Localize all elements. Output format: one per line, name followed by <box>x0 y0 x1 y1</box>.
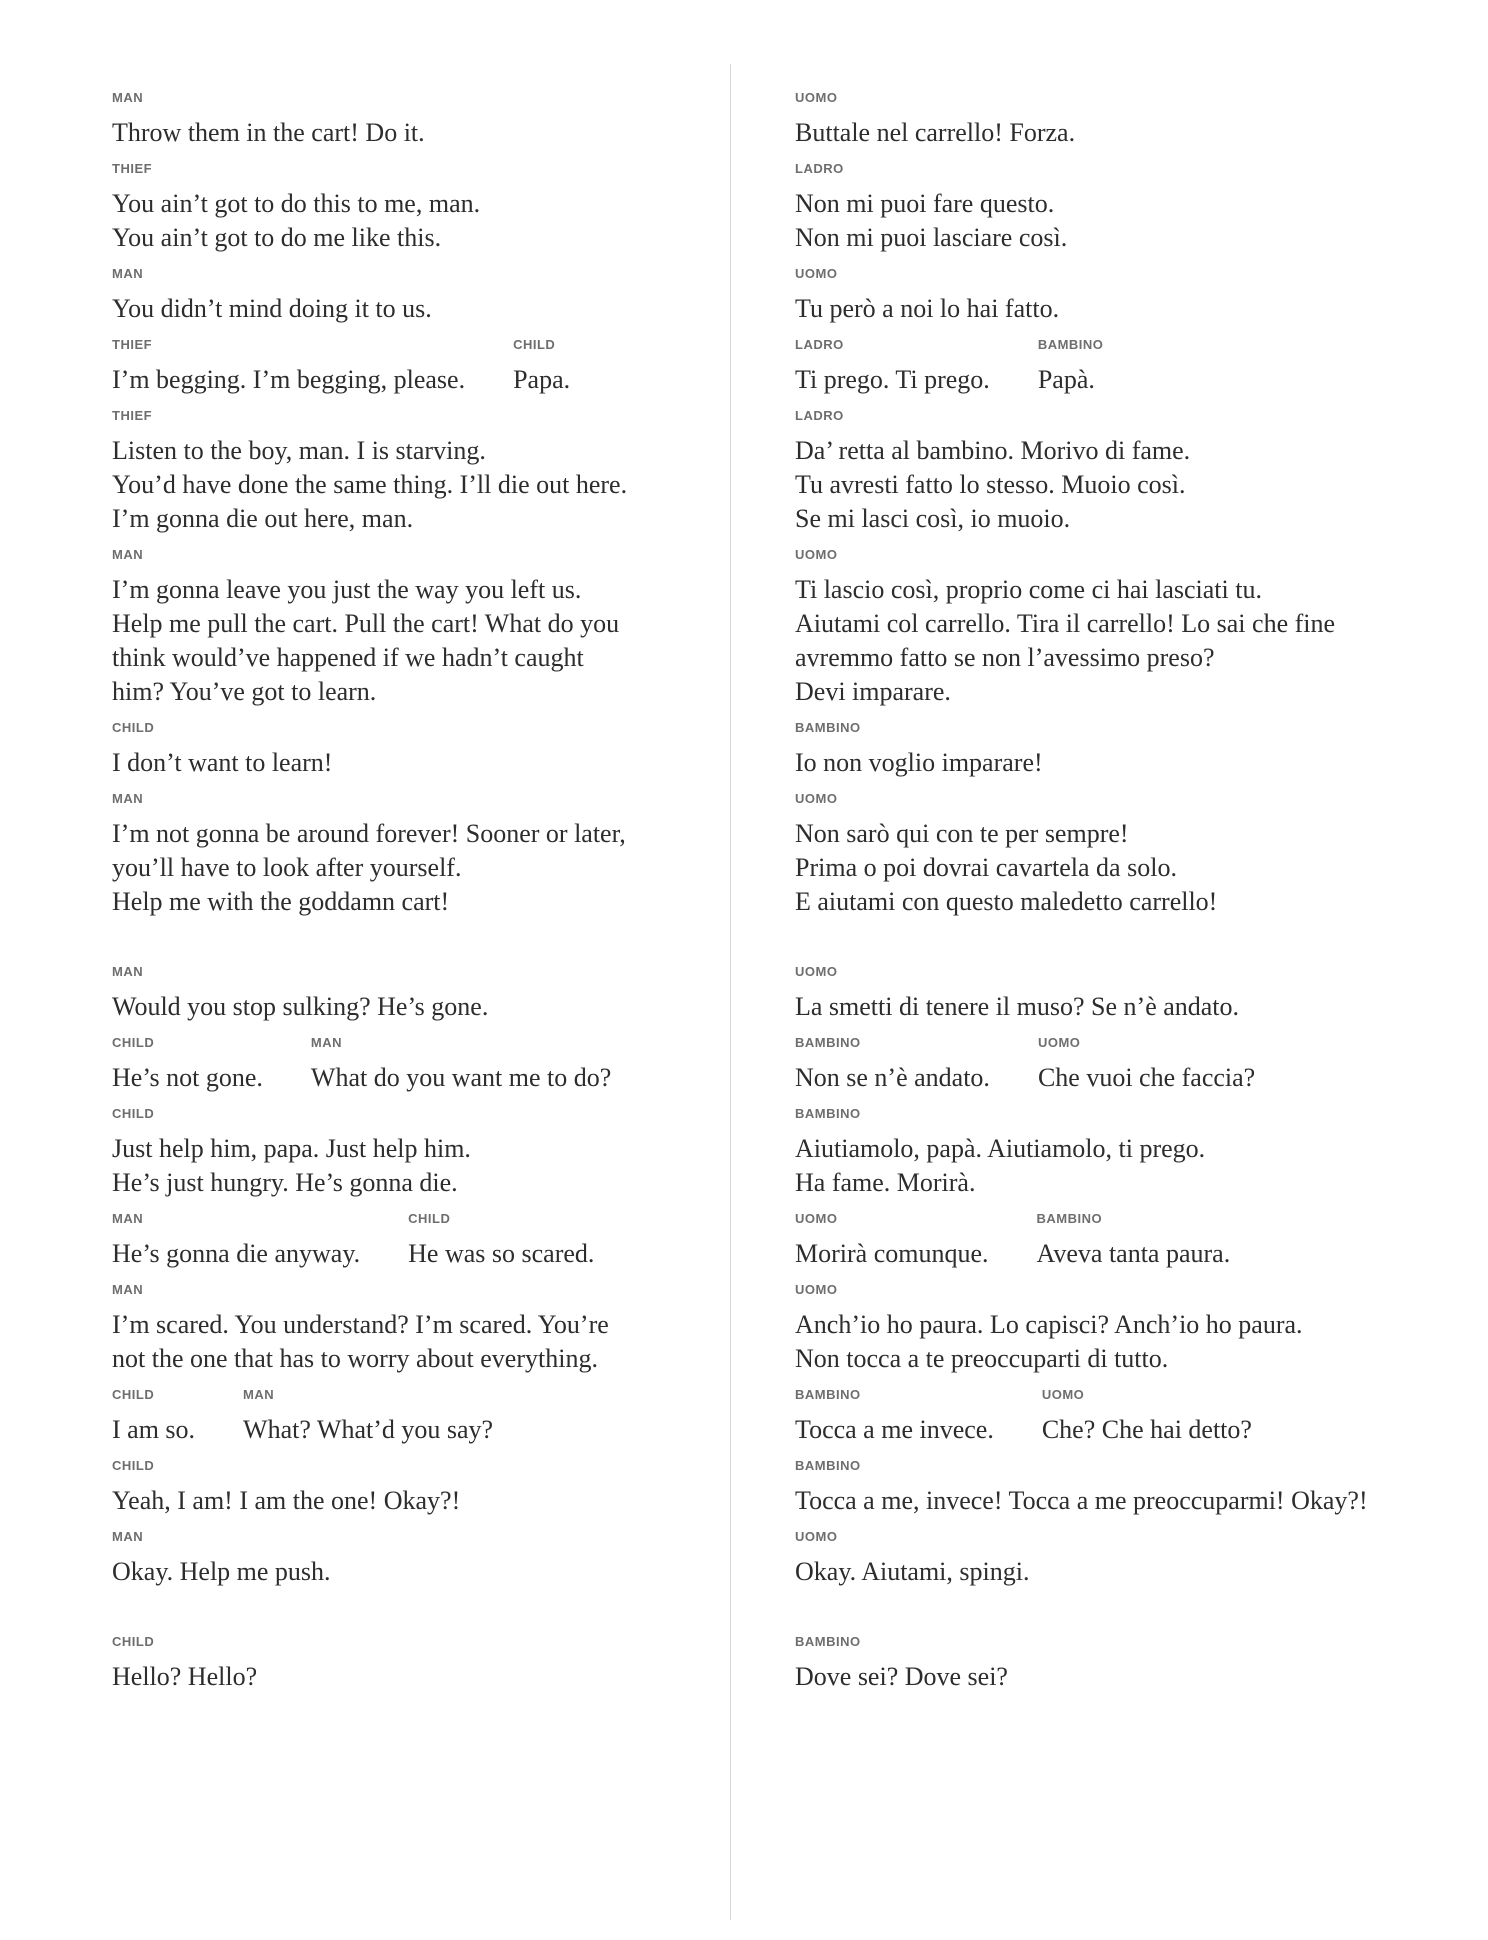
speaker-label: THIEF <box>112 337 153 352</box>
dialogue-line: Io non voglio imparare! <box>795 748 1043 777</box>
dialogue-line: Ti prego. Ti prego. <box>795 365 990 394</box>
dialogue-line: Papà. <box>1037 365 1095 394</box>
speech-block <box>795 1282 1303 1376</box>
speech-block <box>112 1387 195 1447</box>
dialogue-row <box>112 90 1404 161</box>
dialogue-line: He’s not gone. <box>112 1063 263 1092</box>
speech-block <box>795 1387 994 1447</box>
speech-block <box>795 720 1043 780</box>
dialogue-line: E aiutami con questo maledetto carrello! <box>795 887 1218 916</box>
speech-block <box>513 337 570 397</box>
speaker-label: BAMBINO <box>1036 1211 1103 1226</box>
speaker-label: UOMO <box>795 1282 838 1297</box>
english-column-cell <box>112 90 697 161</box>
speaker-label: CHILD <box>112 1106 155 1121</box>
speaker-label: MAN <box>112 90 144 105</box>
dialogue-line: think would’ve happened if we hadn’t caught <box>112 643 584 672</box>
italian-column-cell <box>795 408 1404 547</box>
dialogue-line: Da’ retta al bambino. Morivo di fame. <box>795 436 1191 465</box>
dialogue-line: You ain’t got to do this to me, man. <box>112 189 481 218</box>
italian-column-cell <box>795 720 1404 791</box>
speaker-label: MAN <box>310 1035 343 1050</box>
dialogue-row <box>112 547 1404 720</box>
dialogue-line: I’m gonna die out here, man. <box>112 504 414 533</box>
dialogue-line: Anch’io ho paura. Lo capisci? Anch’io ho paura. <box>795 1310 1303 1339</box>
english-column-cell <box>112 1634 697 1705</box>
speaker-label: MAN <box>112 547 144 562</box>
english-column-cell <box>112 547 697 720</box>
dialogue-line: He’s just hungry. He’s gonna die. <box>112 1168 458 1197</box>
english-column-cell <box>112 1282 697 1387</box>
dialogue-line: avremmo fatto se non l’avessimo preso? <box>795 643 1215 672</box>
dialogue-row <box>112 1106 1404 1211</box>
speech-block <box>112 1458 460 1518</box>
english-column-cell <box>112 1035 697 1106</box>
speech-block <box>112 1211 360 1271</box>
dialogue-line: You ain’t got to do me like this. <box>112 223 442 252</box>
dialogue-line: Just help him, papa. Just help him. <box>112 1134 471 1163</box>
speaker-label: MAN <box>112 964 144 979</box>
english-column-cell <box>112 337 697 408</box>
speech-block <box>1037 1211 1231 1271</box>
speech-block <box>795 90 1075 150</box>
english-column-cell <box>112 161 697 266</box>
italian-column-cell <box>795 266 1404 337</box>
speaker-label: LADRO <box>795 408 844 423</box>
dialogue-line: Okay. Help me push. <box>112 1557 331 1586</box>
speech-block <box>112 791 626 919</box>
dialogue-line: Papa. <box>513 365 571 394</box>
italian-column-cell <box>795 964 1404 1035</box>
dialogue-row <box>112 266 1404 337</box>
dialogue-line: Help me with the goddamn cart! <box>112 887 450 916</box>
speaker-label: BAMBINO <box>795 1458 861 1473</box>
dialogue-row <box>112 337 1404 408</box>
dialogue-line: Listen to the boy, man. I is starving. <box>112 436 486 465</box>
italian-column-cell <box>795 1529 1404 1600</box>
dialogue-line: I am so. <box>112 1415 196 1444</box>
speech-block <box>795 1211 989 1271</box>
dialogue-line: Non tocca a te preoccuparti di tutto. <box>795 1344 1169 1373</box>
dialogue-line: Buttale nel carrello! Forza. <box>795 118 1076 147</box>
speaker-label: CHILD <box>112 1458 155 1473</box>
english-column-cell <box>112 1529 697 1600</box>
speaker-label: LADRO <box>795 161 844 176</box>
speaker-label: UOMO <box>795 791 838 806</box>
dialogue-line: I’m scared. You understand? I’m scared. You’re <box>112 1310 609 1339</box>
italian-column-cell <box>795 1035 1404 1106</box>
speech-block <box>795 266 1059 326</box>
dialogue-line: He was so scared. <box>408 1239 595 1268</box>
speaker-label: BAMBINO <box>1037 337 1104 352</box>
dialogue-line: not the one that has to worry about everything. <box>112 1344 598 1373</box>
dialogue-line: Ha fame. Morirà. <box>795 1168 976 1197</box>
dialogue-line: Yeah, I am! I am the one! Okay?! <box>112 1486 461 1515</box>
speech-block <box>795 791 1217 919</box>
speech-block <box>112 266 432 326</box>
dialogue-line: Throw them in the cart! Do it. <box>112 118 425 147</box>
english-column-cell <box>112 1106 697 1211</box>
speaker-label: LADRO <box>795 337 844 352</box>
dialogue-row <box>112 1282 1404 1387</box>
dialogue-row <box>112 791 1404 930</box>
speech-block <box>795 1106 1205 1200</box>
italian-column-cell <box>795 161 1404 266</box>
speaker-label: UOMO <box>795 547 838 562</box>
english-column-cell <box>112 964 697 1035</box>
dialogue-row <box>112 1387 1404 1458</box>
speaker-label: UOMO <box>1037 1035 1081 1050</box>
dialogue-row <box>112 1529 1404 1600</box>
speaker-label: UOMO <box>795 266 838 281</box>
speech-block <box>112 337 465 397</box>
english-column-cell <box>112 1458 697 1529</box>
dialogue-line: Okay. Aiutami, spingi. <box>795 1557 1030 1586</box>
speaker-label: MAN <box>112 1529 144 1544</box>
dialogue-line: Che? Che hai detto? <box>1041 1415 1252 1444</box>
speech-block <box>795 547 1335 709</box>
dialogue-line: Dove sei? Dove sei? <box>795 1662 1008 1691</box>
dialogue-line: Non mi puoi lasciare così. <box>795 223 1068 252</box>
dialogue-line: you’ll have to look after yourself. <box>112 853 462 882</box>
speech-block <box>112 1634 257 1694</box>
dialogue-line: Would you stop sulking? He’s gone. <box>112 992 489 1021</box>
english-column-cell <box>112 720 697 791</box>
italian-column-cell <box>795 547 1404 720</box>
dialogue-line: Se mi lasci così, io muoio. <box>795 504 1071 533</box>
speaker-label: CHILD <box>112 720 155 735</box>
english-column-cell <box>112 791 697 930</box>
speaker-label: BAMBINO <box>795 1634 861 1649</box>
speaker-label: THIEF <box>112 161 153 176</box>
italian-column-cell <box>795 1211 1404 1282</box>
speaker-label: UOMO <box>795 90 838 105</box>
speech-block <box>1038 337 1104 397</box>
speaker-label: CHILD <box>112 1634 155 1649</box>
dialogue-line: Tu avresti fatto lo stesso. Muoio così. <box>795 470 1186 499</box>
speaker-label: CHILD <box>112 1387 155 1402</box>
dialogue-line: Ti lascio così, proprio come ci hai lasciati tu. <box>795 575 1262 604</box>
speaker-label: MAN <box>112 1282 144 1297</box>
speech-block <box>112 720 332 780</box>
speech-block <box>243 1387 493 1447</box>
speech-block <box>311 1035 611 1095</box>
speech-block <box>112 90 425 150</box>
dialogue-line: I’m not gonna be around forever! Sooner or later, <box>112 819 626 848</box>
dialogue-line: Help me pull the cart. Pull the cart! What do you <box>112 609 620 638</box>
dialogue-row <box>112 408 1404 547</box>
italian-column-cell <box>795 1634 1404 1705</box>
speech-block <box>795 161 1067 255</box>
speaker-label: MAN <box>112 791 144 806</box>
dialogue-line: Tocca a me invece. <box>795 1415 994 1444</box>
dialogue-line: Aveva tanta paura. <box>1036 1239 1231 1268</box>
section-gap <box>112 930 1404 964</box>
dialogue-line: Non sarò qui con te per sempre! <box>795 819 1129 848</box>
speaker-label: UOMO <box>795 1211 838 1226</box>
speech-block <box>795 1529 1029 1589</box>
dialogue-line: Aiutami col carrello. Tira il carrello! Lo sai che fine <box>795 609 1336 638</box>
dialogue-line: What? What’d you say? <box>243 1415 494 1444</box>
speech-block <box>112 1529 331 1589</box>
dialogue-line: Devi imparare. <box>795 677 951 706</box>
speaker-label: THIEF <box>112 408 153 423</box>
speaker-label: CHILD <box>408 1211 451 1226</box>
italian-column-cell <box>795 90 1404 161</box>
speech-block <box>795 964 1239 1024</box>
speaker-label: MAN <box>112 1211 144 1226</box>
dialogue-line: him? You’ve got to learn. <box>112 677 377 706</box>
dialogue-line: Che vuoi che faccia? <box>1037 1063 1256 1092</box>
dialogue-line: What do you want me to do? <box>310 1063 612 1092</box>
speaker-label: UOMO <box>795 964 838 979</box>
dialogue-row <box>112 1035 1404 1106</box>
dialogue-line: You’d have done the same thing. I’ll die out here. <box>112 470 628 499</box>
speech-block <box>1042 1387 1252 1447</box>
dialogue-transcript <box>112 90 1404 1705</box>
dialogue-line: He’s gonna die anyway. <box>112 1239 361 1268</box>
speech-block <box>112 1282 609 1376</box>
dialogue-row <box>112 161 1404 266</box>
speech-block <box>112 964 488 1024</box>
speech-block <box>112 408 627 536</box>
speaker-label: MAN <box>112 266 144 281</box>
speech-block <box>112 1035 263 1095</box>
speaker-label: CHILD <box>112 1035 155 1050</box>
speaker-label: BAMBINO <box>795 1387 861 1402</box>
speech-block <box>112 1106 471 1200</box>
speaker-label: UOMO <box>1041 1387 1085 1402</box>
dialogue-line: Tocca a me, invece! Tocca a me preoccuparmi! Okay?! <box>795 1486 1368 1515</box>
dialogue-line: Aiutiamolo, papà. Aiutiamolo, ti prego. <box>795 1134 1206 1163</box>
dialogue-row <box>112 720 1404 791</box>
dialogue-row <box>112 1211 1404 1282</box>
speaker-label: BAMBINO <box>795 1106 861 1121</box>
speech-block <box>795 1035 990 1095</box>
speaker-label: BAMBINO <box>795 720 861 735</box>
speaker-label: MAN <box>243 1387 275 1402</box>
english-column-cell <box>112 408 697 547</box>
dialogue-line: Morirà comunque. <box>795 1239 989 1268</box>
speech-block <box>795 1458 1368 1518</box>
english-column-cell <box>112 1211 697 1282</box>
english-column-cell <box>112 1387 697 1458</box>
dialogue-line: Non mi puoi fare questo. <box>795 189 1055 218</box>
italian-column-cell <box>795 1387 1404 1458</box>
dialogue-line: I’m begging. I’m begging, please. <box>112 365 466 394</box>
italian-column-cell <box>795 791 1404 930</box>
dialogue-row <box>112 1634 1404 1705</box>
italian-column-cell <box>795 1458 1404 1529</box>
speech-block <box>795 408 1190 536</box>
dialogue-line: You didn’t mind doing it to us. <box>112 294 432 323</box>
speech-block <box>408 1211 594 1271</box>
dialogue-line: Non se n’è andato. <box>795 1063 990 1092</box>
speaker-label: BAMBINO <box>795 1035 861 1050</box>
dialogue-line: Hello? Hello? <box>112 1662 258 1691</box>
dialogue-line: Prima o poi dovrai cavartela da solo. <box>795 853 1177 882</box>
italian-column-cell <box>795 337 1404 408</box>
speech-block <box>795 337 990 397</box>
speech-block <box>1038 1035 1255 1095</box>
italian-column-cell <box>795 1282 1404 1387</box>
speech-block <box>795 1634 1008 1694</box>
dialogue-line: I don’t want to learn! <box>112 748 333 777</box>
speech-block <box>112 547 619 709</box>
dialogue-line: Tu però a noi lo hai fatto. <box>795 294 1060 323</box>
section-gap <box>112 1600 1404 1634</box>
italian-column-cell <box>795 1106 1404 1211</box>
dialogue-line: La smetti di tenere il muso? Se n’è andato. <box>795 992 1240 1021</box>
speaker-label: UOMO <box>795 1529 838 1544</box>
english-column-cell <box>112 266 697 337</box>
dialogue-row <box>112 1458 1404 1529</box>
speaker-label: CHILD <box>513 337 556 352</box>
speech-block <box>112 161 480 255</box>
dialogue-row <box>112 964 1404 1035</box>
dialogue-line: I’m gonna leave you just the way you left us. <box>112 575 582 604</box>
